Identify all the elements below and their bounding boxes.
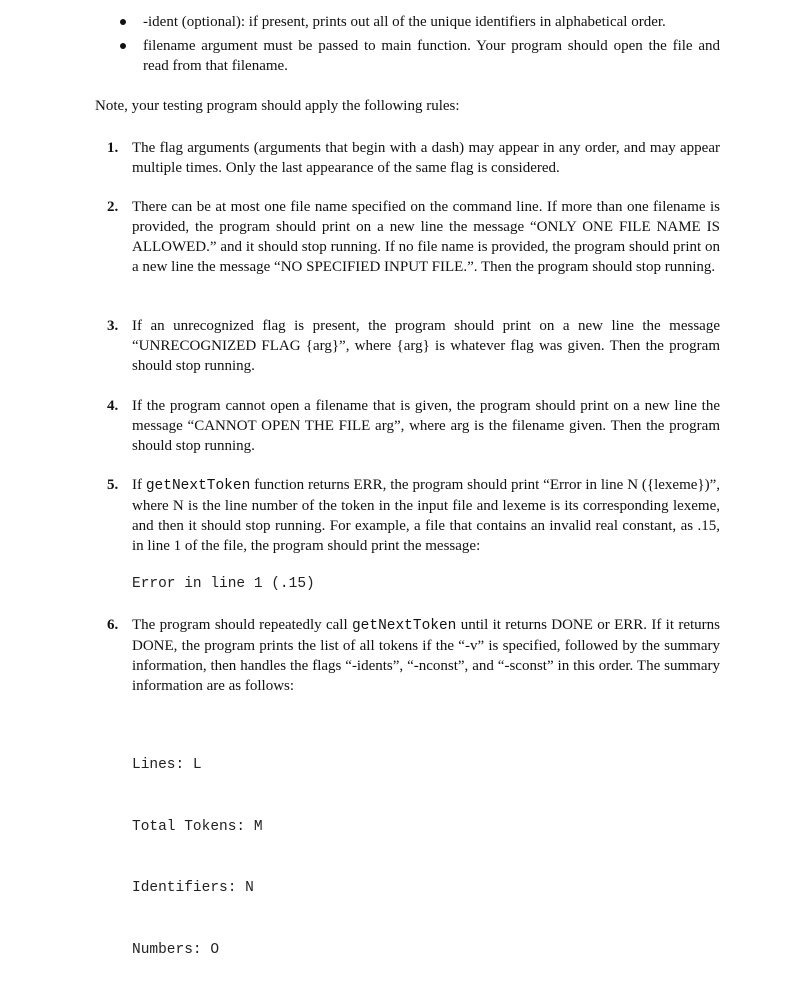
rule-number: 2. bbox=[107, 199, 119, 215]
bullet-icon bbox=[120, 19, 126, 25]
code-function-name: getNextToken bbox=[351, 618, 457, 634]
rule-text: If the program cannot open a filename that is given, the program should print on a new line the message “CANNOT OPEN THE FILE arg”, where arg is the filename given. Then the program should stop running. bbox=[132, 398, 720, 454]
rule-item-4 bbox=[107, 396, 720, 456]
rule-text-after: function returns ERR, the program should print “Error in line N ({lexeme})”, where N is the line number of the token in the input file and lexeme is its corresponding lexeme, and then it should stop running. For example, a file that contains an invalid real constant, as .15, in line 1 of the file, the program should print the message: bbox=[132, 477, 720, 554]
rule-item-5 bbox=[107, 475, 720, 556]
rule-text-before: If bbox=[132, 477, 146, 493]
bullet-icon bbox=[120, 43, 126, 49]
bullet-item bbox=[143, 12, 720, 32]
rule-text: If an unrecognized flag is present, the program should print on a new line the message “UNRECOGNIZED FLAG {arg}”, where {arg} is whatever flag was given. Then the program should stop running. bbox=[132, 318, 720, 374]
rule-number: 1. bbox=[107, 140, 119, 156]
summary-block bbox=[132, 714, 263, 1001]
rule-number: 6. bbox=[107, 617, 119, 633]
rule-item-3 bbox=[107, 316, 720, 376]
rule-text-after: until it returns DONE or ERR. If it returns DONE, the program prints the list of all tokens if the “-v” is specified, followed by the summary information, then handles the flags “-idents”, “-nconst”, and “-sconst” in this order. The summary information are as follows: bbox=[132, 617, 721, 694]
rule-number: 3. bbox=[107, 318, 119, 334]
bullet-item bbox=[143, 36, 720, 76]
rule-number: 5. bbox=[107, 477, 119, 493]
bullet-list bbox=[143, 12, 720, 80]
rule-item-1 bbox=[107, 138, 720, 178]
rule-item-6 bbox=[107, 615, 721, 696]
summary-line: Lines: L bbox=[132, 757, 202, 773]
code-function-name: getNextToken bbox=[145, 478, 251, 494]
example-output: Error in line 1 (.15) bbox=[132, 576, 315, 592]
bullet-text: -ident (optional): if present, prints out all of the unique identifiers in alphabetical order. bbox=[143, 14, 666, 30]
summary-line: Total Tokens: M bbox=[132, 818, 263, 835]
bullet-text: filename argument must be passed to main function. Your program should open the file and read from that filename. bbox=[143, 38, 720, 74]
summary-line: Identifiers: N bbox=[132, 880, 254, 896]
rule-text-before: The program should repeatedly call bbox=[132, 617, 352, 633]
note-paragraph: Note, your testing program should apply the following rules: bbox=[95, 98, 460, 114]
rule-item-2 bbox=[107, 197, 720, 277]
rule-text: The flag arguments (arguments that begin with a dash) may appear in any order, and may appear multiple times. Only the last appearance of the same flag is considered. bbox=[132, 140, 720, 176]
rule-number: 4. bbox=[107, 398, 119, 414]
rule-text: There can be at most one file name specified on the command line. If more than one filename is provided, the program should print on a new line the message “ONLY ONE FILE NAME IS ALLOWED.” and it should stop running. If no file name is provided, the program should print on a new line the message “NO SPECIFIED INPUT FILE.”. Then the program should stop running. bbox=[132, 199, 720, 275]
summary-line: Numbers: O bbox=[132, 941, 220, 958]
